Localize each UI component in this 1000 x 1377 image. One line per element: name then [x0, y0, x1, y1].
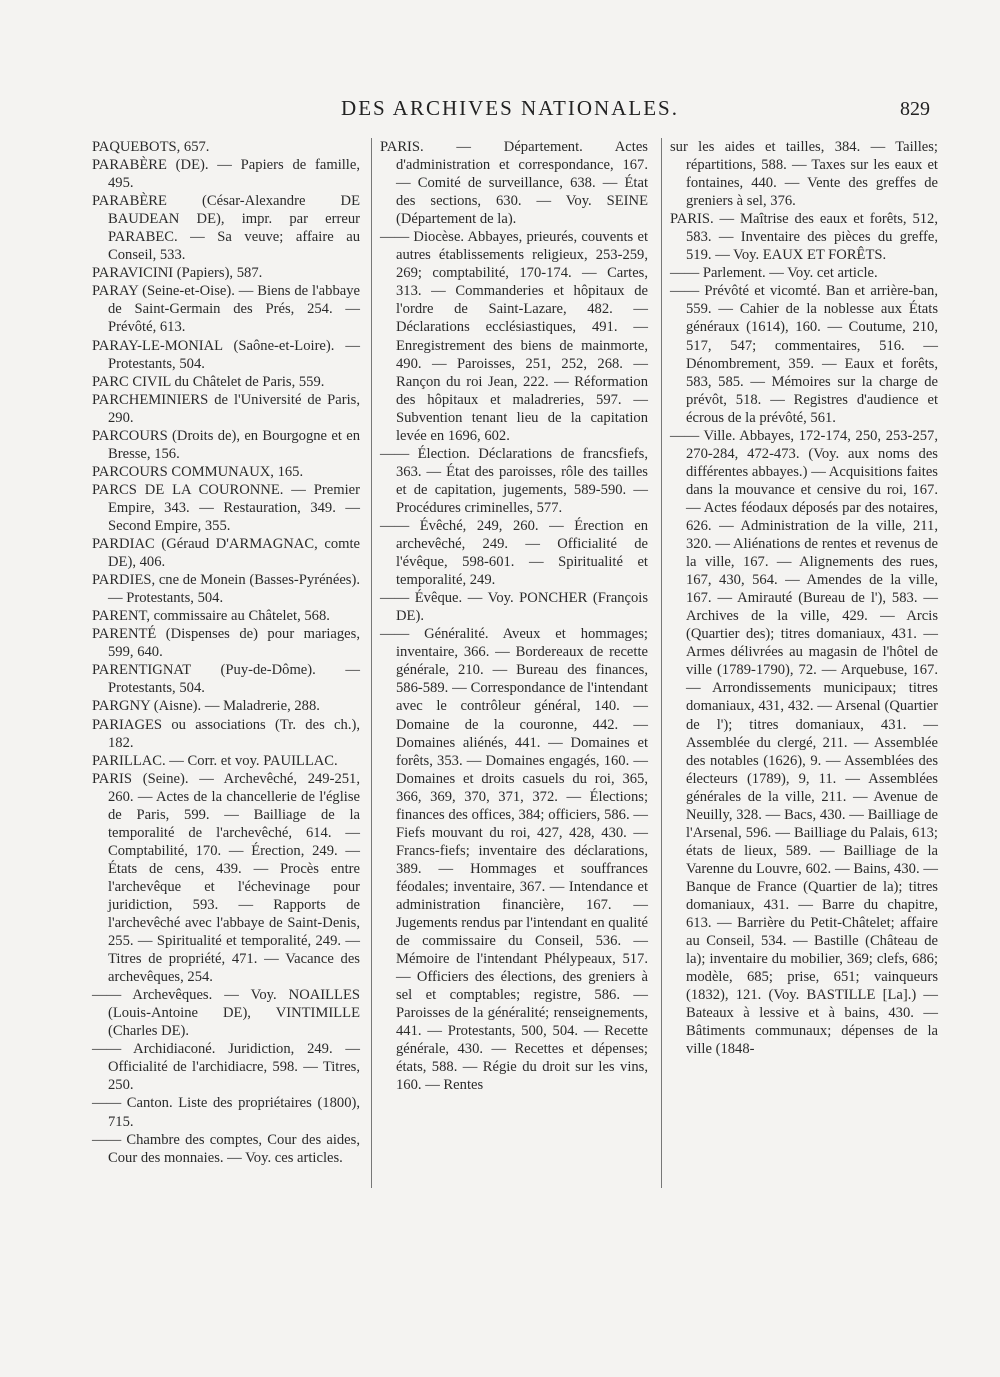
index-entry: —— Généralité. Aveux et hommages; inventaire, 366. — Bordereaux de recette générale, 210. — Bureau des finances, 586-589. — Correspondance de l'intendant avec le contrôleur général, 140. — Domaine de la couronne, 442. — Domaines aliénés, 441. — Domaines et forêts, 353. — Domaines engagés, 160. — Domaines et droits casuels du roi, 365, 366, 369, 370, 371, 372. — Élections; finances des offices, 384; officiers, 586. — Fiefs mouvant du roi, 427, 428, 430. — Francs-fiefs; inventaire des déclarations, 389. — Hommages et souffrances féodales; inventaire, 367. — Intendance et administration financière, 167. — Jugements rendus par l'intendant en qualité de commissaire du Conseil, 536. — Mémoire de l'intendant Phélypeaux, 517. — Officiers des élections, des greniers à sel et comptables; registre, 586. — Paroisses de la généralité; renseignements, 441. — Protestants, 500, 504. — Recette générale, 430. — Recettes et dépenses; états, 588. — Régie du droit sur les vins, 160. — Rentes	[380, 626, 648, 1094]
index-entry: PARAY (Seine-et-Oise). — Biens de l'abbaye de Saint-Germain des Prés, 254. — Prévôté, 613.	[92, 283, 360, 336]
running-title: DES ARCHIVES NATIONALES.	[341, 96, 679, 120]
index-column-2	[380, 138, 648, 1094]
index-entry: PARENTÉ (Dispenses de) pour mariages, 599, 640.	[92, 626, 360, 661]
index-entry: —— Prévôté et vicomté. Ban et arrière-ban, 559. — Cahier de la noblesse aux États généraux (1614), 160. — Coutume, 210, 517, 547; commentaires, 516. — Dénombrement, 359. — Eaux et forêts, 583, 585. — Mémoires sur la charge de prévôt, 518. — Registres d'audience et écrous de la prévôté, 561.	[670, 283, 938, 426]
index-entry: —— Archevêques. — Voy. NOAILLES (Louis-Antoine DE), VINTIMILLE (Charles DE).	[92, 987, 360, 1040]
index-entry: PARABÈRE (DE). — Papiers de famille, 495.	[92, 157, 360, 192]
index-entry: PARILLAC. — Corr. et voy. PAUILLAC.	[92, 752, 338, 769]
index-entry: PARIS. — Maîtrise des eaux et forêts, 512, 583. — Inventaire des pièces du greffe, 519. — Voy. EAUX ET FORÊTS.	[670, 211, 938, 264]
index-column-1	[92, 138, 360, 1167]
index-entry: PAQUEBOTS, 657.	[92, 139, 210, 155]
index-entry: —— Évêché, 249, 260. — Érection en archevêché, 249. — Officialité de l'évêque, 598-601. — Spiritualité et temporalité, 249.	[380, 517, 648, 589]
index-entry: PARDIES, cne de Monein (Basses-Pyrénées). — Protestants, 504.	[92, 572, 360, 607]
index-entry: —— Diocèse. Abbayes, prieurés, couvents et autres établissements religieux, 253-259, 269; comptabilité, 170-174. — Cartes, 313. — Commanderies et hôpitaux de l'ordre de Saint-Lazare, 482. — Déclarations ecclésiastiques, 491. — Enregistrement des biens de mainmorte, 490. — Paroisses, 251, 252, 268. — Rançon du roi Jean, 222. — Réformation des hôpitaux et maladreries, 597. — Subvention tenant lieu de la capitation levée en 1696, 602.	[380, 229, 648, 444]
index-entry: —— Élection. Déclarations de francsfiefs, 363. — État des paroisses, rôle des tailles et de capitation, jugements, 589-590. — Procédures criminelles, 577.	[380, 445, 648, 516]
index-entry: PARCHEMINIERS de l'Université de Paris, 290.	[92, 391, 360, 426]
index-entry: sur les aides et tailles, 384. — Tailles; répartitions, 588. — Taxes sur les eaux et fontaines, 440. — Vente des greffes de greniers à sel, 376.	[670, 139, 938, 210]
column-divider	[661, 138, 662, 1188]
page-number: 829	[900, 98, 930, 120]
index-entry: PARIS (Seine). — Archevêché, 249-251, 260. — Actes de la chancellerie de l'église de Paris, 599. — Bailliage de la temporalité de l'archevêché, 614. — Comptabilité, 170. — Érection, 249. — États de cens, 439. — Procès entre l'archevêque et l'échevinage pour juridiction, 593. — Rapports de l'archevêché avec l'abbaye de Saint-Denis, 255. — Spiritualité et temporalité, 249. — Titres de propriété, 471. — Vacance des archevêques, 254.	[92, 770, 360, 986]
index-entry: PARAY-LE-MONIAL (Saône-et-Loire). — Protestants, 504.	[92, 337, 360, 372]
index-entry: PARENT, commissaire au Châtelet, 568.	[92, 608, 330, 625]
index-entry: PARGNY (Aisne). — Maladrerie, 288.	[92, 698, 320, 715]
index-entry: PARCOURS (Droits de), en Bourgogne et en Bresse, 156.	[92, 427, 360, 462]
index-entry: PARCS DE LA COURONNE. — Premier Empire, 343. — Restauration, 349. — Second Empire, 355.	[92, 481, 360, 534]
index-entry: —— Évêque. — Voy. PONCHER (François DE).	[380, 590, 648, 625]
index-entry: —— Ville. Abbayes, 172-174, 250, 253-257, 270-284, 472-473. (Voy. aux noms des différentes abbayes.) — Acquisitions faites dans la mouvance et censive du roi, 167. — Actes féodaux déposés par des notaires, 626. — Administration de la ville, 211, 320. — Aliénations de rentes et revenus de la ville, 167. — Alignements des rues, 167, 430, 564. — Amendes de la ville, 167. — Amirauté (Bureau de l'), 583. — Archives de la ville, 429. — Arcis (Quartier des); titres domaniaux, 431. — Armes délivrées au magasin de l'hôtel de ville (1789-1790), 72. — Arquebuse, 167. — Arrondissements municipaux; titres domaniaux, 431, 432. — Arsenal (Quartier de l'); titres domaniaux, 431. — Assemblée du clergé, 211. — Assemblée des notables (1626), 9. — Assemblées des électeurs (1789), 9, 11. — Assemblées générales de la ville, 211. — Avenue de Neuilly, 328. — Bacs, 430. — Bailliage de l'Arsenal, 596. — Bailliage du Palais, 613; états de lieux, 589. — Bailliage de la Varenne du Louvre, 602. — Bains, 430. — Banque de France (Quartier de la); titres domaniaux, 431. — Barre du chapitre, 613. — Barrière du Petit-Châtelet; affaire au Conseil, 534. — Bastille (Château de la); inventaire du mobilier, 369; clefs, 686; modèle, 685; prise, 651; vainqueurs (1832), 121. (Voy. BASTILLE [La].) — Bateaux à lessive et à bains, 430. — Bâtiments communaux; dépenses de la ville (1848-	[670, 427, 938, 1058]
index-entry: PARAVICINI (Papiers), 587.	[92, 265, 263, 282]
index-entry: PARC CIVIL du Châtelet de Paris, 559.	[92, 373, 325, 390]
index-entry: PARIAGES ou associations (Tr. des ch.), 182.	[92, 716, 360, 751]
index-columns	[92, 138, 938, 1348]
column-divider	[371, 138, 372, 1188]
index-entry: PARENTIGNAT (Puy-de-Dôme). — Protestants, 504.	[92, 662, 360, 697]
index-entry: PARDIAC (Géraud D'ARMAGNAC, comte DE), 406.	[92, 536, 360, 571]
index-entry: PARABÈRE (César-Alexandre DE BAUDEAN DE), impr. par erreur PARABEC. — Sa veuve; affaire au Conseil, 533.	[92, 193, 360, 264]
index-entry: —— Parlement. — Voy. cet article.	[670, 265, 878, 282]
index-entry: PARIS. — Département. Actes d'administration et correspondance, 167. — Comité de surveillance, 638. — État des sections, 630. — Voy. SEINE (Département de la).	[380, 139, 648, 228]
index-entry: —— Chambre des comptes, Cour des aides, Cour des monnaies. — Voy. ces articles.	[92, 1131, 360, 1166]
index-entry: —— Canton. Liste des propriétaires (1800), 715.	[92, 1095, 360, 1130]
index-entry: —— Archidiaconé. Juridiction, 249. — Officialité de l'archidiacre, 598. — Titres, 250.	[92, 1041, 360, 1094]
index-entry: PARCOURS COMMUNAUX, 165.	[92, 463, 304, 480]
page-header	[90, 96, 930, 130]
index-column-3	[670, 138, 938, 1058]
